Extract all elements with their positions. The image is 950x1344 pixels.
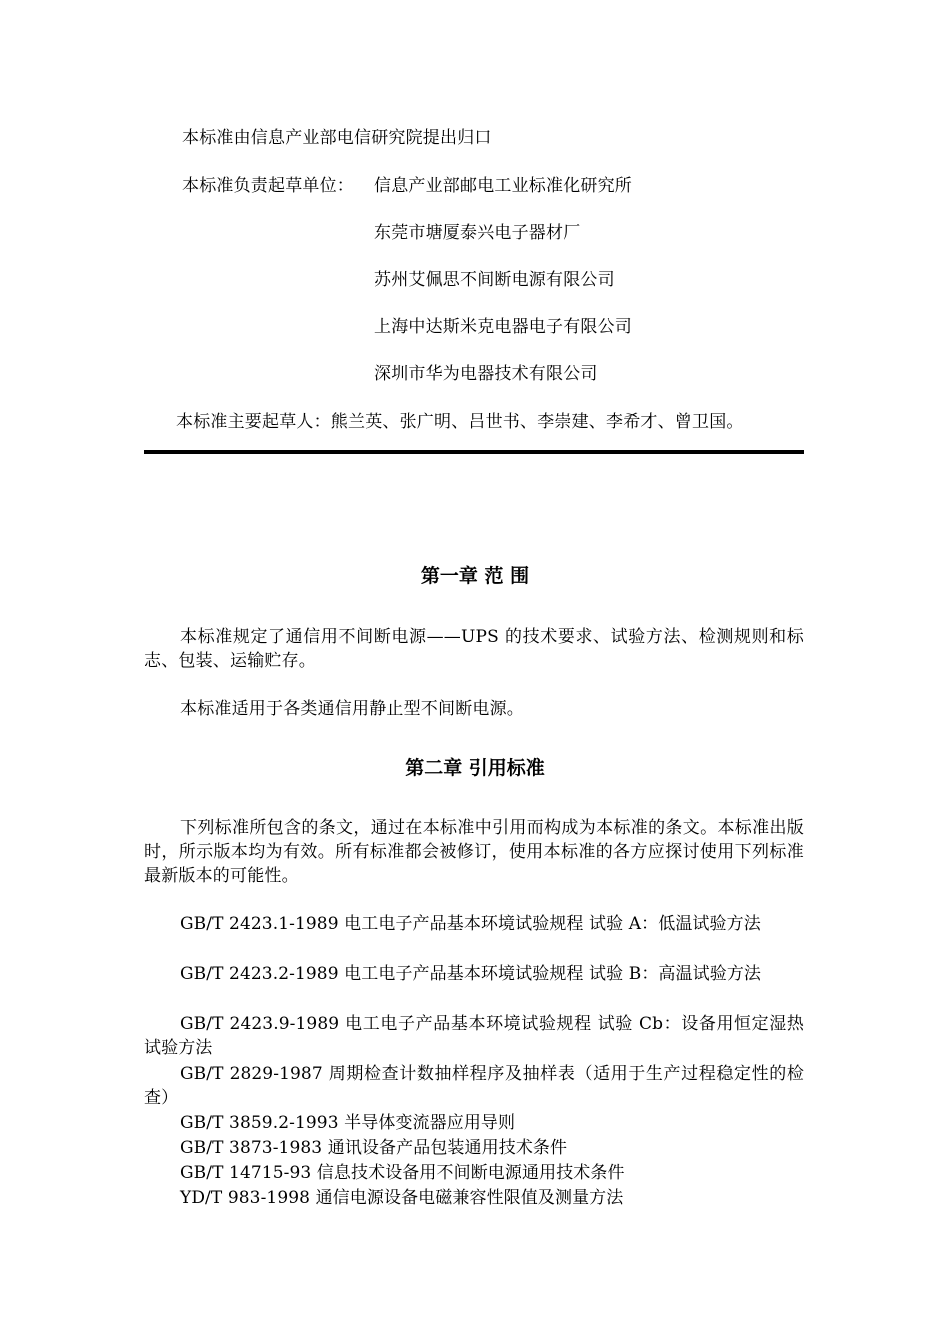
drafting-unit: 深圳市华为电器技术有限公司 xyxy=(374,364,598,384)
chapter2-title: 第二章 引用标准 xyxy=(405,757,545,779)
drafters-line: 本标准主要起草人：熊兰英、张广明、吕世书、李崇建、李希才、曾卫国。 xyxy=(176,412,744,432)
reference-item: GB/T 3859.2-1993 半导体变流器应用导则 xyxy=(180,1113,516,1133)
drafting-units-label: 本标准负责起草单位： xyxy=(182,176,354,196)
chapter1-title: 第一章 范 围 xyxy=(420,565,530,587)
proposer-line: 本标准由信息产业部电信研究院提出归口 xyxy=(182,128,492,148)
reference-item: GB/T 14715-93 信息技术设备用不间断电源通用技术条件 xyxy=(180,1163,625,1183)
chapter2-intro: 下列标准所包含的条文，通过在本标准中引用而构成为本标准的条文。本标准出版时，所示版本均为有效。所有标准都会被修订，使用本标准的各方应探讨使用下列标准最新版本的可能性。 xyxy=(144,818,804,886)
drafting-unit: 东莞市塘厦泰兴电子器材厂 xyxy=(374,223,581,243)
drafting-unit: 信息产业部邮电工业标准化研究所 xyxy=(374,176,632,196)
horizontal-divider xyxy=(144,450,804,454)
reference-item: YD/T 983-1998 通信电源设备电磁兼容性限值及测量方法 xyxy=(180,1188,624,1208)
reference-item: GB/T 2423.2-1989 电工电子产品基本环境试验规程 试验 B：高温试验方法 xyxy=(180,964,762,984)
chapter1-paragraph: 本标准适用于各类通信用静止型不间断电源。 xyxy=(180,699,524,719)
drafting-unit: 苏州艾佩思不间断电源有限公司 xyxy=(374,270,615,290)
reference-item: GB/T 2829-1987 周期检查计数抽样程序及抽样表（适用于生产过程稳定性的检查） xyxy=(144,1064,804,1108)
reference-item: GB/T 2423.9-1989 电工电子产品基本环境试验规程 试验 Cb：设备用恒定湿热试验方法 xyxy=(144,1014,804,1058)
drafting-unit: 上海中达斯米克电器电子有限公司 xyxy=(374,317,632,337)
reference-item: GB/T 2423.1-1989 电工电子产品基本环境试验规程 试验 A：低温试验方法 xyxy=(180,914,761,934)
chapter1-paragraph: 本标准规定了通信用不间断电源——UPS 的技术要求、试验方法、检测规则和标志、包装、运输贮存。 xyxy=(144,627,804,671)
reference-item: GB/T 3873-1983 通讯设备产品包装通用技术条件 xyxy=(180,1138,568,1158)
